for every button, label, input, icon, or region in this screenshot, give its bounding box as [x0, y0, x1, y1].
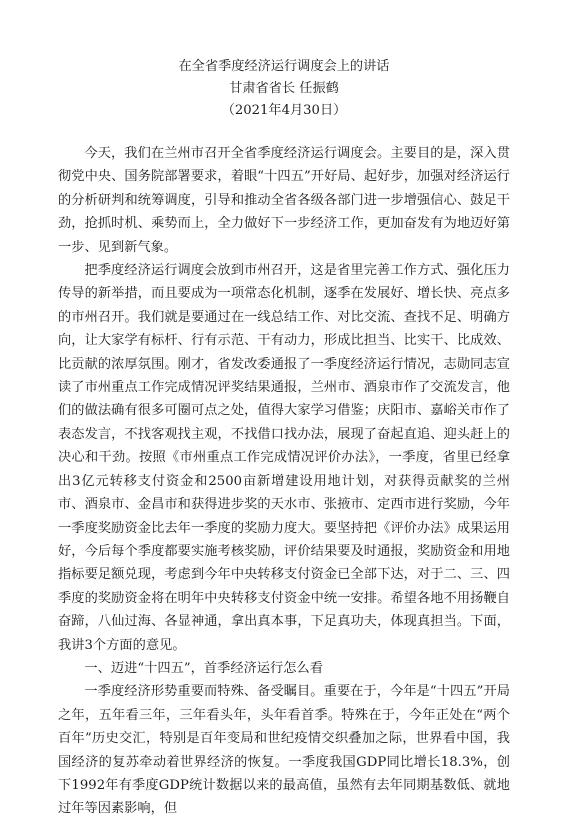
document-title: 在全省季度经济运行调度会上的讲话 [178, 59, 390, 74]
speech-date: （2021年4月30日） [221, 103, 347, 118]
section-heading-one: 一、迈进“十四五”，首季经济运行怎么看 [84, 660, 324, 676]
paragraph-opening: 今天，我们在兰州市召开全省季度经济运行调度会。主要目的是，深入贯彻党中央、国务院部署要求，着眼“十四五”开好局、起好步，加强对经济运行的分析研判和统筹调度，引导和推动全省各级各部门进一步增强信心、鼓足干劲，抢抓时机、乘势而上，全力做好下一步经济工作，更加奋发有为地迈好第一步、见到新气象。 [58, 146, 510, 255]
document-header [58, 56, 510, 122]
paragraph-first-quarter: 一季度经济形势重要而特殊、备受瞩目。重要在于，今年是“十四五”开局之年，五年看三年，三年看头年，头年看首季。特殊在于，今年正处在“两个百年”历史交汇，特别是百年变局和世纪疫情交织叠加之际，世界看中国，我国经济的复苏牵动着世界经济的恢复。一季度我国GDP同比增长18.3%，创下1992年有季度GDP统计数据以来的最高值，虽然有去年同期基数低、就地过年等因素影响，但 [58, 684, 510, 817]
paragraph-meeting-format: 把季度经济运行调度会放到市州召开，这是省里完善工作方式、强化压力传导的新举措，而且要成为一项常态化机制，逐季在发展好、增长快、亮点多的市州召开。我们就是要通过在一线总结工作、对比交流、查找不足、明确方向，让大家学有标杆、行有示范、干有动力，形成比担当、比实干、比成效、比贡献的浓厚氛围。刚才，省发改委通报了一季度经济运行情况，志勋同志宣读了市州重点工作完成情况评奖结果通报，兰州市、酒泉市作了交流发言，他们的做法确有很多可圈可点之处，值得大家学习借鉴；庆阳市、嘉峪关市作了表态发言，不找客观找主观，不找借口找办法，展现了奋起直追、迎头赶上的决心和干劲。按照《市州重点工作完成情况评价办法》，一季度，省里已经拿出3亿元转移支付资金和2500亩新增建设用地计划，对获得贡献奖的兰州市、酒泉市、金昌市和获得进步奖的天水市、张掖市、定西市进行奖励，今年一季度奖励资金比去年一季度的奖励力度大。要坚持把《评价办法》成果运用好，今后每个季度都要实施考核奖励，评价结果要及时通报，奖励资金和用地指标要足额兑现，考虑到今年中央转移支付资金已全部下达，对于二、三、四季度的奖励资金将在明年中央转移支付资金中统一安排。希望各地不用扬鞭自奋蹄，八仙过海、各显神通，拿出真本事，下足真功夫，体现真担当。下面，我讲3个方面的意见。 [58, 263, 510, 653]
author-line: 甘肃省省长 任振鹤 [229, 81, 339, 96]
